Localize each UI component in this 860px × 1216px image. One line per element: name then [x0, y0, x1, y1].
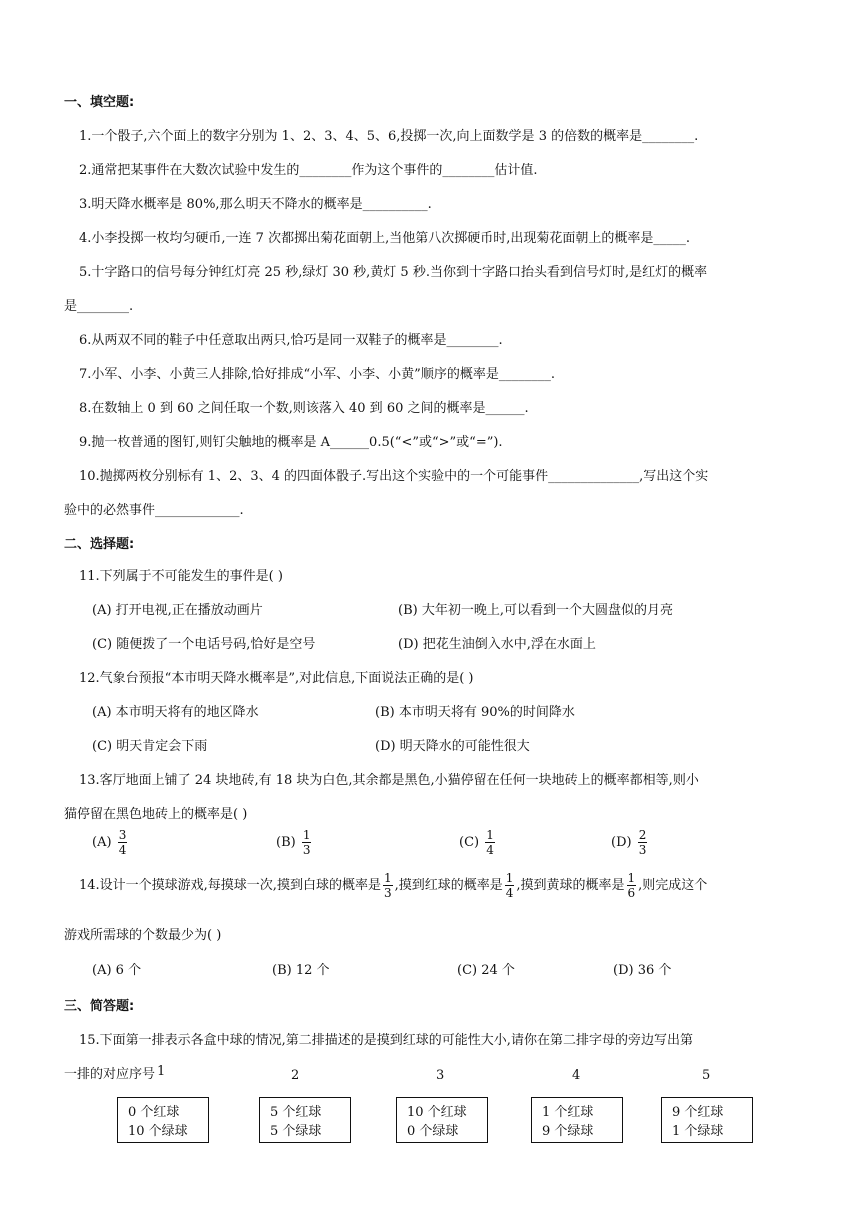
fraction [118, 829, 128, 856]
option-label: (A) [92, 835, 112, 850]
question-6: 6.从两双不同的鞋子中任意取出两只,恰巧是同一双鞋子的概率是________. [79, 333, 503, 348]
fraction-numerator: 1 [302, 828, 311, 842]
q12-option-b: (B) 本市明天将有 90%的时间降水 [375, 705, 575, 720]
question-5-line2: 是________. [64, 299, 134, 314]
fraction-denominator: 4 [118, 843, 127, 857]
question-4: 4.小李投掷一枚均匀硬币,一连 7 次都掷出菊花面朝上,当他第八次掷硬币时,出现菊花面朝上的概率是_____. [79, 231, 690, 246]
fraction-numerator: 2 [638, 828, 647, 842]
q14-option-a: (A) 6 个 [92, 963, 142, 978]
question-15-line1: 15.下面第一排表示各盒中球的情况,第二排描述的是摸到红球的可能性大小,请你在第二排字母的旁边写出第 [79, 1033, 693, 1048]
question-8: 8.在数轴上 0 到 60 之间任取一个数,则该落入 40 到 60 之间的概率是______. [79, 401, 529, 416]
q12-option-a: (A) 本市明天将有的地区降水 [92, 705, 259, 720]
question-13-line1: 13.客厅地面上铺了 24 块地砖,有 18 块为白色,其余都是黑色,小猫停留在任何一块地砖上的概率都相等,则小 [79, 773, 699, 788]
box-number-4: 4 [572, 1068, 581, 1083]
ball-box-3 [396, 1097, 488, 1143]
q13-option-a [92, 829, 129, 856]
fraction [638, 829, 648, 856]
fraction-denominator: 6 [627, 886, 636, 900]
fraction-red [505, 872, 515, 899]
fraction-numerator: 1 [505, 871, 514, 885]
green-count: 9 个绿球 [542, 1124, 594, 1139]
question-11: 11.下列属于不可能发生的事件是( ) [79, 569, 283, 584]
question-7: 7.小军、小李、小黄三人排除,恰好排成“小军、小李、小黄”顺序的概率是________. [79, 367, 555, 382]
fraction-denominator: 3 [383, 886, 392, 900]
box-number-5: 5 [702, 1068, 711, 1083]
red-count: 10 个红球 [407, 1105, 467, 1120]
fraction-numerator: 1 [627, 871, 636, 885]
question-5-line1: 5.十字路口的信号每分钟红灯亮 25 秒,绿灯 30 秒,黄灯 5 秒.当你到十字路口抬头看到信号灯时,是红灯的概率 [79, 265, 708, 280]
question-15-line2: 一排的对应序号 [64, 1067, 156, 1082]
section-heading-fill: 一、填空题: [64, 95, 135, 110]
q14-text-3: ,摸到黄球的概率是 [516, 878, 625, 893]
question-10-line2: 验中的必然事件_____________. [64, 503, 244, 518]
q12-option-c: (C) 明天肯定会下雨 [92, 739, 208, 754]
fraction-denominator: 4 [486, 843, 494, 857]
q11-option-b: (B) 大年初一晚上,可以看到一个大圆盘似的月亮 [398, 603, 673, 618]
section-heading-choice: 二、选择题: [64, 537, 135, 552]
fraction-denominator: 3 [302, 843, 311, 857]
option-label: (D) [611, 835, 632, 850]
ball-box-4 [531, 1097, 623, 1143]
q14-option-b: (B) 12 个 [272, 963, 330, 978]
section-heading-short: 三、简答题: [64, 999, 135, 1014]
q14-text-2: ,摸到红球的概率是 [394, 878, 503, 893]
question-14-line1 [79, 872, 707, 899]
red-count: 5 个红球 [270, 1105, 322, 1120]
q13-option-c [459, 829, 497, 856]
fraction-denominator: 4 [505, 886, 514, 900]
fraction [485, 829, 495, 856]
question-2: 2.通常把某事件在大数次试验中发生的________作为这个事件的________估计值. [79, 163, 538, 178]
box-number-3: 3 [436, 1068, 445, 1083]
fraction-yellow [627, 872, 637, 899]
red-count: 9 个红球 [672, 1105, 724, 1120]
green-count: 1 个绿球 [672, 1124, 724, 1139]
option-label: (C) [459, 835, 480, 850]
box-number-1: 1 [157, 1064, 166, 1079]
q12-option-d: (D) 明天降水的可能性很大 [375, 739, 530, 754]
q11-option-a: (A) 打开电视,正在播放动画片 [92, 603, 263, 618]
green-count: 5 个绿球 [270, 1124, 322, 1139]
q14-text-4: ,则完成这个 [638, 878, 708, 893]
ball-box-5 [661, 1097, 753, 1143]
fraction [302, 829, 312, 856]
option-label: (B) [276, 835, 296, 850]
fraction-white [383, 872, 393, 899]
q14-text-1: 14.设计一个摸球游戏,每摸球一次,摸到白球的概率是 [79, 878, 381, 893]
ball-box-1 [117, 1097, 209, 1143]
question-14-line2: 游戏所需球的个数最少为( ) [64, 928, 222, 943]
fraction-numerator: 1 [486, 828, 494, 842]
question-1: 1.一个骰子,六个面上的数字分别为 1、2、3、4、5、6,投掷一次,向上面数学是 3 的倍数的概率是________. [79, 129, 699, 144]
question-3: 3.明天降水概率是 80%,那么明天不降水的概率是__________. [79, 197, 432, 212]
fraction-numerator: 3 [118, 828, 127, 842]
ball-box-2 [259, 1097, 351, 1143]
box-number-2: 2 [291, 1068, 300, 1083]
question-10-line1: 10.抛掷两枚分别标有 1、2、3、4 的四面体骰子.写出这个实验中的一个可能事件______________,写出这个实 [79, 469, 709, 484]
q14-option-c: (C) 24 个 [457, 963, 515, 978]
q14-option-d: (D) 36 个 [613, 963, 672, 978]
question-12: 12.气象台预报“本市明天降水概率是”,对此信息,下面说法正确的是( ) [79, 671, 474, 686]
q11-option-c: (C) 随便拨了一个电话号码,恰好是空号 [92, 637, 316, 652]
question-9: 9.抛一枚普通的图钉,则钉尖触地的概率是 A______0.5(“<”或“>”或“=”). [79, 435, 503, 450]
red-count: 0 个红球 [128, 1105, 180, 1120]
red-count: 1 个红球 [542, 1105, 594, 1120]
q13-option-b [276, 829, 313, 856]
question-13-line2: 猫停留在黑色地砖上的概率是( ) [64, 807, 248, 822]
q11-option-d: (D) 把花生油倒入水中,浮在水面上 [398, 637, 596, 652]
fraction-numerator: 1 [383, 871, 392, 885]
q13-option-d [611, 829, 649, 856]
green-count: 10 个绿球 [128, 1124, 188, 1139]
fraction-denominator: 3 [638, 843, 647, 857]
green-count: 0 个绿球 [407, 1124, 459, 1139]
